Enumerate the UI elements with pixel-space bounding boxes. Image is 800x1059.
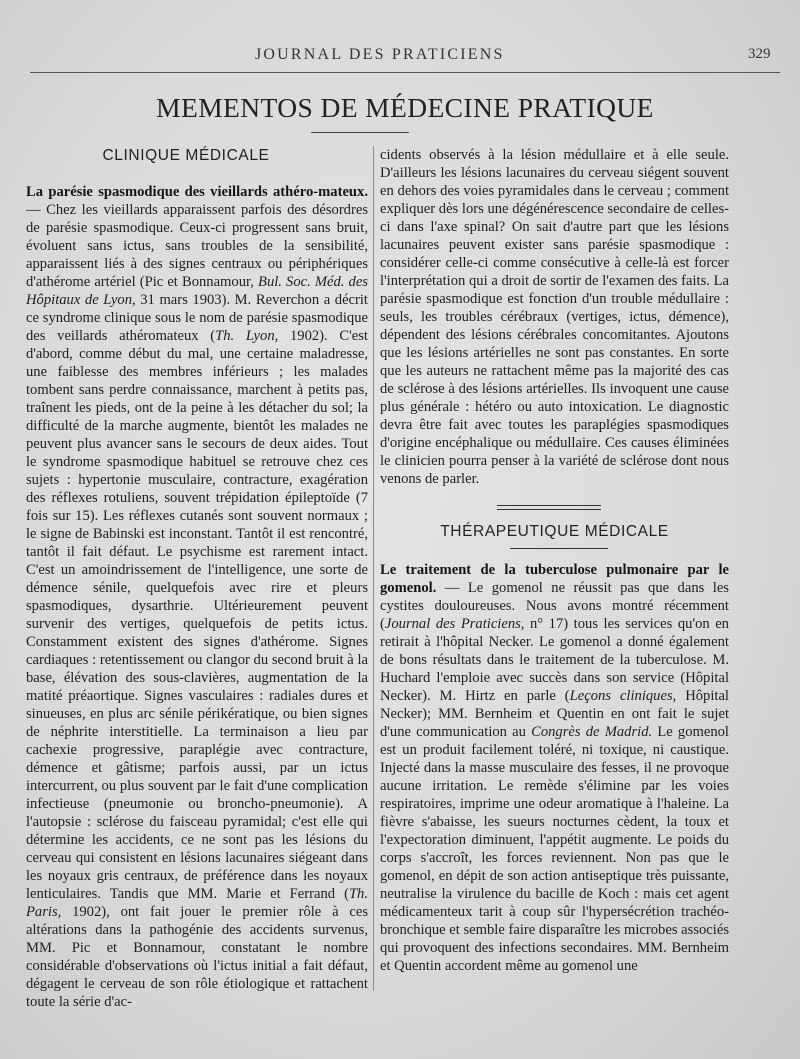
- journal-title: JOURNAL DES PRATICIENS: [255, 46, 505, 63]
- article-body: 1902), ont fait jouer le premier rôle à ces altérations dans la pathogénie des accidents survenus, MM. Pic et Bonnamour, constatant le nombre considérable d'observations où l'ictus initial a fait défaut, dégagent le cerveau de son rôle étiologique et rattachent toute la série d'ac-: [26, 904, 368, 1010]
- running-header: [0, 46, 800, 64]
- article-paragraph: [380, 561, 729, 975]
- continuation-paragraph: cidents observés à la lésion médullaire et à elle seule. D'ailleurs les lésions lacunaires du cerveau siégent souvent en dehors des voies pyramidales dans le cerveau ; comment expliquer dès lors une dégénérescence secondaire de celles-ci dans l'axe spinal? On sait d'autre part que les lésions lacunaires peuvent exister sans parésie spasmodique : considérer celle-ci comme consécutive à celle-là est forcer l'interprétation qui a droit de sortir de l'examen des faits. La parésie spasmodique est fonction d'un trouble médullaire : seuls, les troubles cérébraux (vertiges, ictus, démence), dépendent des lésions cérébrales concomitantes. Ajoutons que les lésions artérielles ne sont pas constantes. En sorte que les auteurs ne rattachent même pas la majorité des cas de sclérose à des lésions artérielles. Ils invoquent une cause plus générale : hétéro ou auto intoxication. Le diagnostic devra être fait avec toutes les paraplégies spasmodiques d'origine encéphalique ou médullaire. Ces causes éliminées le clinicien pourra penser à la variété de sclérose dont nous venons de parler.: [380, 147, 729, 487]
- article-continuation: [380, 146, 729, 488]
- article-paragraph: [26, 183, 368, 1011]
- header-rule: [30, 72, 780, 73]
- article-body: 31 mars 1903). M. Reverchon a décrit ce syndrome clinique sous le nom de parésie spasmodique des veillards athéromateux (: [26, 292, 368, 344]
- article-body: — Le gomenol ne réussit pas que dans les cystites douloureuses. Nous avons montré récemment (: [380, 580, 729, 632]
- page-number: 329: [748, 46, 771, 62]
- citation: Leçons cliniques,: [569, 688, 677, 704]
- section-separator: [497, 509, 601, 510]
- article-body: — Chez les vieillards apparaissent parfois des désordres de parésie spasmodique. Ceux-ci progressent sans bruit, évoluent sans ictus, sans troubles de la sensibilité, apparaissent liés à des signes centraux ou périphériques d'athérome artériel (Pic et Bonnamour,: [26, 202, 368, 290]
- article-body: n° 17) tous les services qu'on en retirait à l'hôpital Necker. Le gomenol a donné également de bons résultats dans le traitement de la tuberculose. M. Huchard l'emploie avec succès dans son service (Hôpital Necker). M. Hirtz en parle (: [380, 616, 729, 704]
- section-heading-clinique: CLINIQUE MÉDICALE: [102, 147, 270, 164]
- title-rule: [311, 132, 409, 133]
- article-title: Le traitement de la tuberculose pulmonaire par le gomenol.: [380, 562, 729, 596]
- column-divider: [373, 146, 374, 991]
- article-body: Hôpital Necker); MM. Bernheim et Quentin en ont fait le sujet d'une communication au: [380, 688, 729, 740]
- citation: Congrès de Madrid.: [531, 724, 653, 740]
- article-body: Le gomenol est un produit facilement toléré, ni toxique, ni caustique. Injecté dans la masse musculaire des fesses, il ne provoque aucune irritation. Le remède s'élimine par les voies respiratoires, imprime une odeur aromatique à l'haleine. La fièvre s'abaisse, les sueurs nocturnes cèdent, la toux et l'expectoration diminuent, l'appétit augmente. Le poids du corps s'accroît, les forces reviennent. Non pas que le gomenol, en dépit de son action antiseptique très puissante, neutralise la virulence du bacille de Koch : mais cet agent médicamenteux tarit à coup sûr l'hypersécrétion trachéo-bronchique et semble faire disparaître les microbes associés qui provoquent des infections secondaires. MM. Bernheim et Quentin accordent même au gomenol une: [380, 724, 729, 974]
- article-body: 1902). C'est d'abord, comme début du mal, une certaine maladresse, une faiblesse des membres inférieurs ; les malades tombent sans perdre connaissance, marchent à petits pas, traînent les pieds, ont de la peine à les détacher du sol; la difficulté de la marche augmente, bientôt les malades ne peuvent plus avancer sans le secours de deux aides. Tout le syndrome spasmodique habituel se retrouve chez ces sujets : hypertonie musculaire, contracture, exagération des réflexes rotuliens, souvent trépidation épileptoïde (7 fois sur 15). Les réflexes cutanés sont souvent normaux ; le signe de Babinski est inconstant. Tantôt il est rencontré, tantôt il fait défaut. Le psychisme est rarement intact. C'est un amoindrissement de l'intelligence, une sorte de démence sénile, quelquefois avec rire et pleurs spasmodiques, dysarthrie. Ultérieurement peuvent survenir des vertiges, quelquefois de petits ictus. Constamment existent des signes d'athérome. Signes cardiaques : retentissement ou clangor du second bruit à la base, élévation des sous-clavières, augmentation de la matité préaortique. Signes vasculaires : radiales dures et sinueuses, en plus arc sénile périkératique, ou bien signes de néphrite interstitielle. La terminaison a lieu par cachexie progressive, paraplégie avec contracture, démence et gâtisme; parfois aussi, par un ictus intercurrent, ou plus souvent par le fait d'une complication infectieuse (pneumonie ou broncho-pneumonie). A l'autopsie : sclérose du faisceau pyramidal; c'est elle qui détermine les accidents, ce ne sont pas les lésions du cerveau qui consistent en lésions lacunaires siégeant dans les noyaux gris centraux, de préférence dans les noyaux lenticulaires. Tandis que MM. Marie et Ferrand (: [26, 328, 368, 902]
- article-title: La parésie spasmodique des vieillards athéro-mateux.: [26, 184, 368, 200]
- section-separator: [497, 505, 601, 506]
- article-gomenol: [380, 561, 729, 975]
- page-title: MEMENTOS DE MÉDECINE PRATIQUE: [156, 92, 654, 123]
- citation: Journal des Praticiens,: [384, 616, 525, 632]
- heading-rule: [510, 548, 608, 549]
- citation: Bul. Soc. Méd. des Hôpitaux de Lyon,: [26, 274, 368, 308]
- citation: Th. Lyon,: [215, 328, 279, 344]
- citation: Th. Paris,: [26, 886, 368, 920]
- article-parésie: [26, 183, 368, 1011]
- section-heading-therapeutique: THÉRAPEUTIQUE MÉDICALE: [440, 523, 669, 540]
